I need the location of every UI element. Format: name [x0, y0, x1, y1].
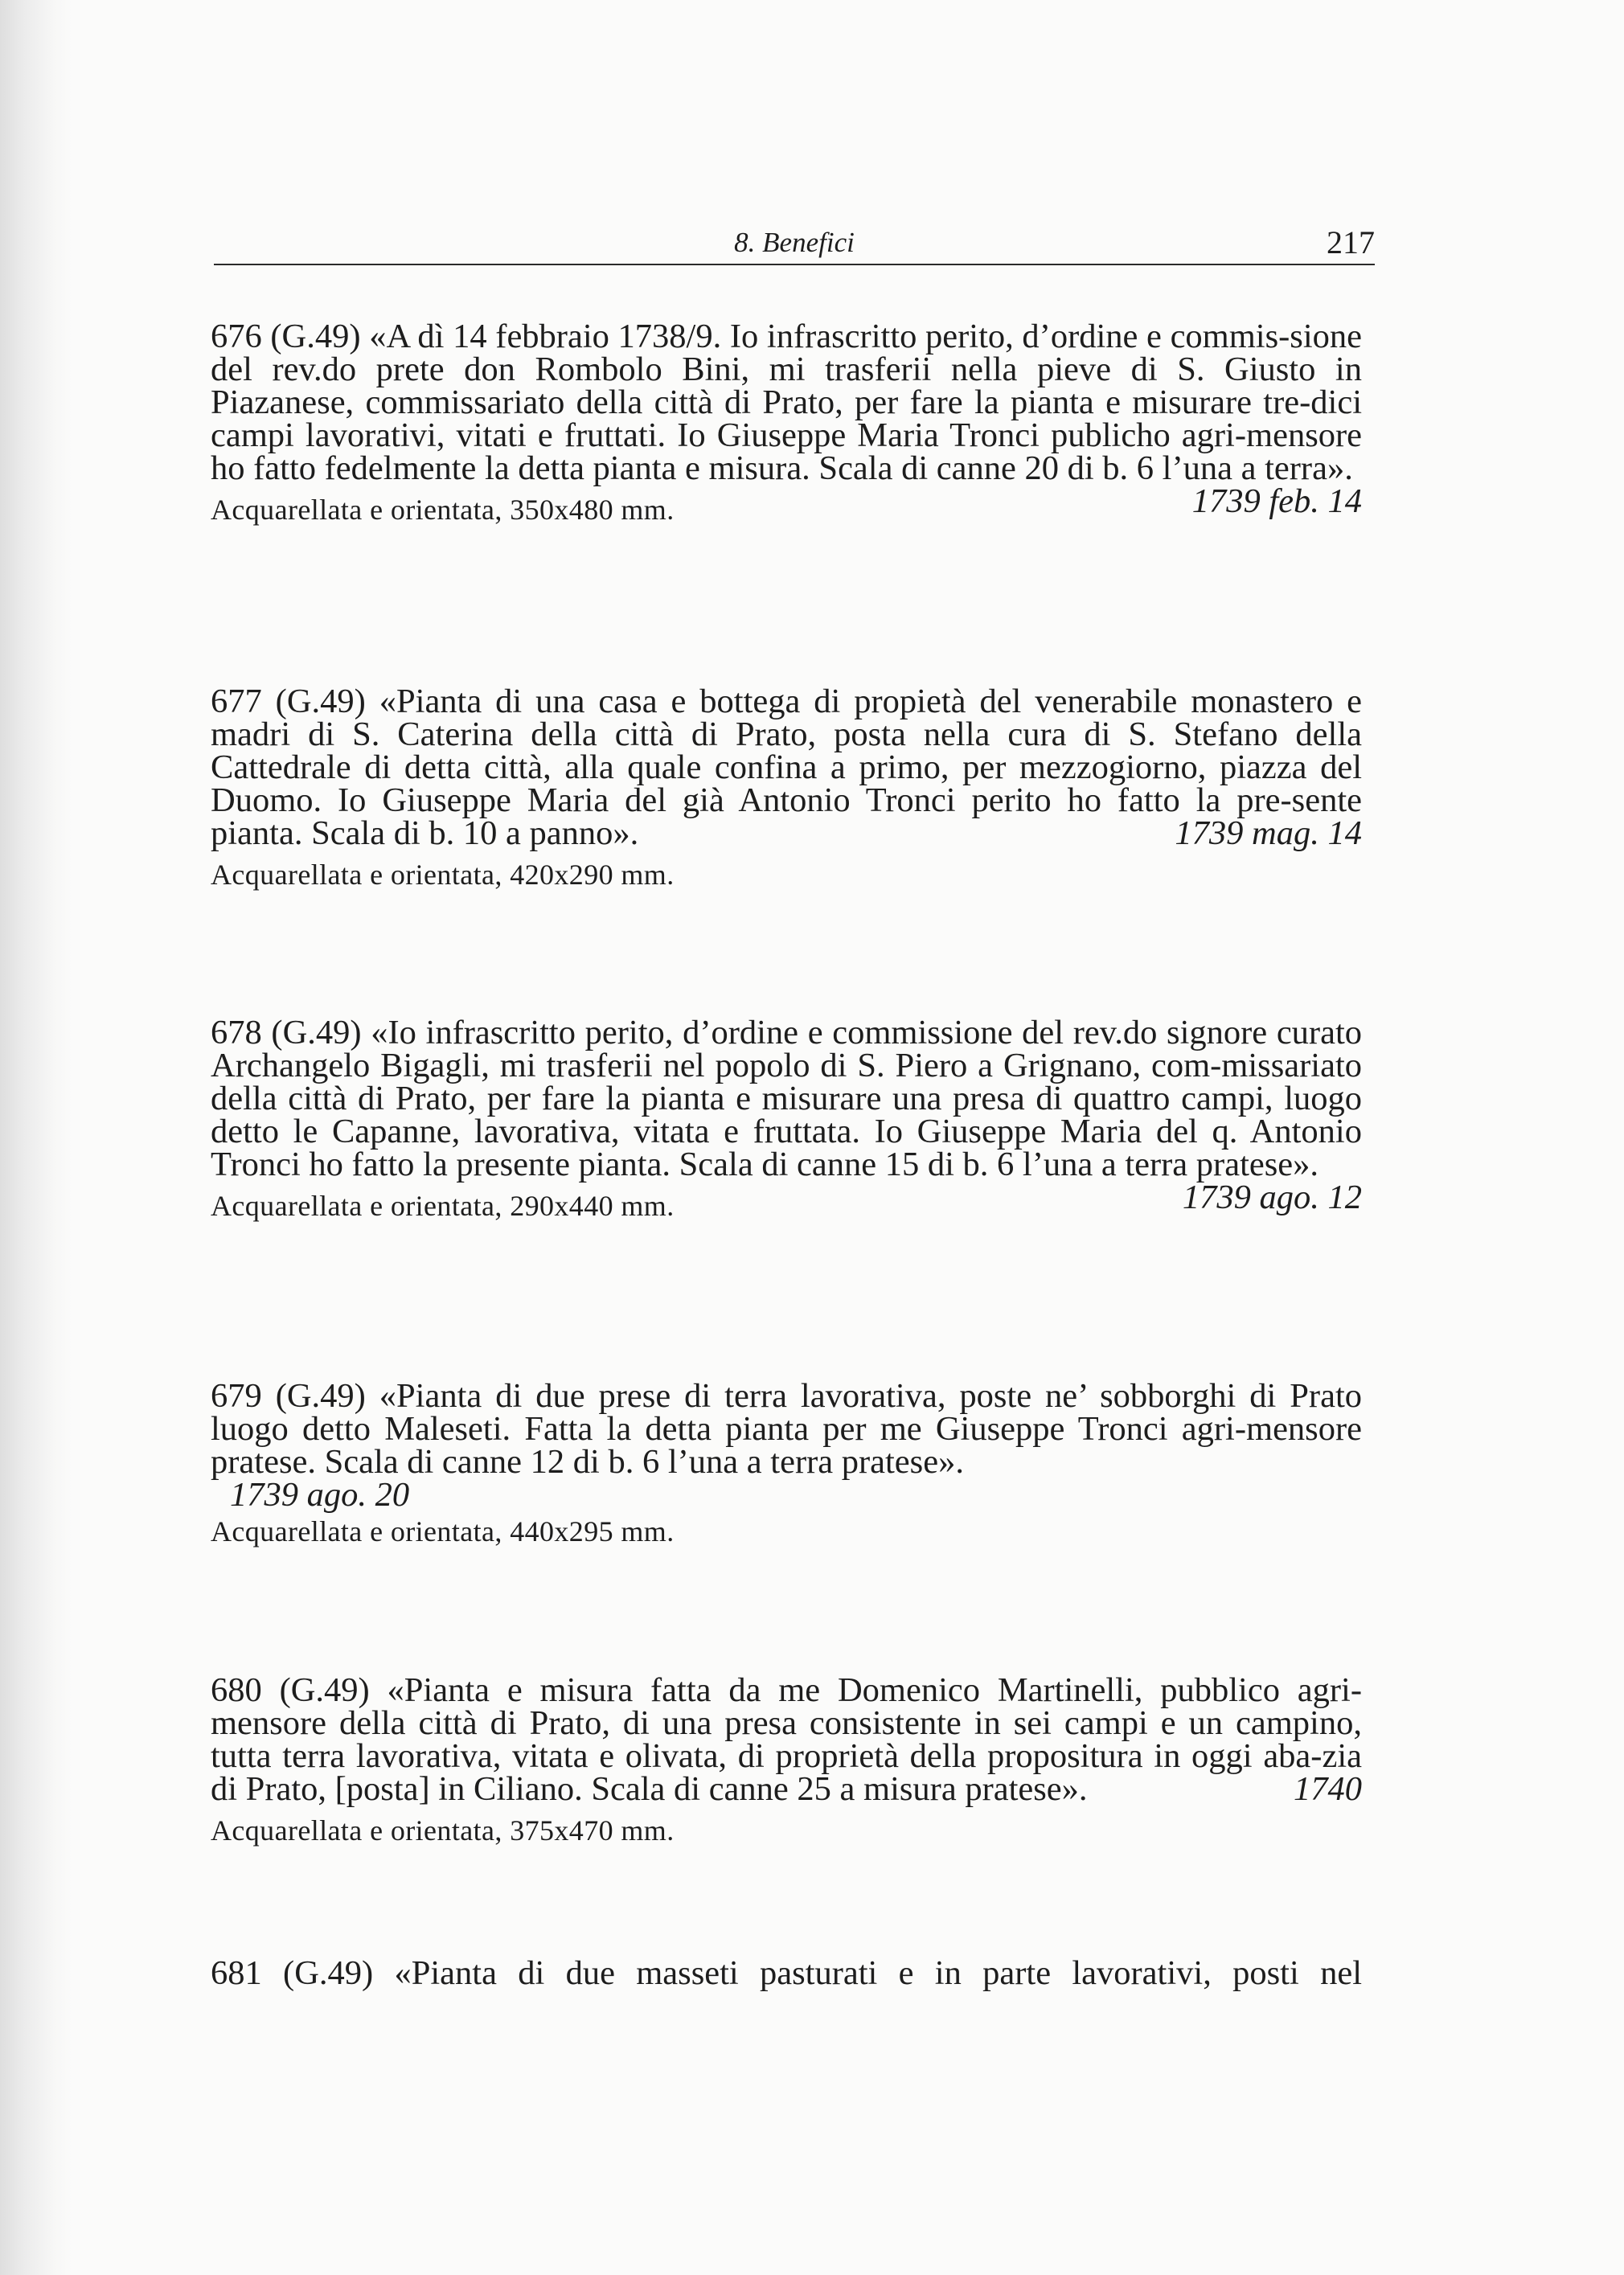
entry-date: 1739 ago. 20 — [230, 1476, 410, 1514]
catalog-entry-681 — [211, 1954, 1363, 1992]
entry-description: Acquarellata e orientata, 350x480 mm. — [211, 494, 675, 526]
entry-body: «Pianta di due masseti pasturati e in parte lavorativi, posti nel — [394, 1954, 1363, 1992]
entry-body: «Io infrascritto perito, d’ordine e commissione del rev.do signore curato Archangelo Bigagli, mi trasferii nel popolo di S. Piero a Grignano, com-missariato della città di Prato, per fare la pianta e misurare una presa di quattro campi, luogo detto le Capanne, lavorativa, vitata e fruttata. Io Giuseppe Maria del q. Antonio Tronci ho fatto la presente pianta. Scala di canne 15 di b. 6 l’una a terra pratese». — [211, 1014, 1363, 1183]
entry-number: 681 (G.49) — [211, 1954, 374, 1992]
entry-number: 679 (G.49) — [211, 1377, 366, 1415]
entry-text — [211, 1377, 1363, 1514]
entry-body: «A dì 14 febbraio 1738/9. Io infrascritto perito, d’ordine e commis-sione del rev.do prete don Rombolo Bini, mi trasferii nella pieve di S. Giusto in Piazanese, commissariato della città di Prato, per fare la pianta e misurare tre-dici campi lavorativi, vitati e fruttati. Io Giuseppe Maria Tronci publicho agri-mensore ho fatto fedelmente la detta pianta e misura. Scala di canne 20 di b. 6 l’una a terra». — [211, 318, 1363, 487]
entry-body: «Pianta di una casa e bottega di propietà del venerabile monastero e madri di S. Caterina della città di Prato, posta nella cura di S. Stefano della Cattedrale di detta città, alla quale confina a primo, per mezzogiorno, piazza del Duomo. Io Giuseppe Maria del già Antonio Tronci perito ho fatto la pre-sente pianta. Scala di b. 10 a panno». — [211, 682, 1363, 852]
entry-date: 1740 — [1294, 1770, 1362, 1808]
entry-number: 680 (G.49) — [211, 1671, 370, 1709]
entry-description: Acquarellata e orientata, 440x295 mm. — [211, 1515, 675, 1547]
entry-body: «Pianta e misura fatta da me Domenico Martinelli, pubblico agri-mensore della città di Prato, di una presa consistente in sei campi e un campino, tutta terra lavorativa, vitata e olivata, di proprietà della propositura in oggi aba-zia di Prato, [posta] in Ciliano. Scala di canne 25 a misura pratese». — [211, 1671, 1363, 1808]
catalog-entry-680 — [211, 1671, 1363, 1847]
catalog-entry-678 — [211, 1016, 1362, 1223]
catalog-entry-676 — [211, 320, 1362, 527]
entry-description: Acquarellata e orientata, 420x290 mm. — [211, 859, 675, 891]
entry-text — [211, 1954, 1363, 1992]
entry-number: 676 (G.49) — [211, 318, 361, 355]
entry-date: 1739 feb. 14 — [1191, 482, 1362, 520]
entry-description: Acquarellata e orientata, 290x440 mm. — [211, 1190, 675, 1222]
entry-number: 678 (G.49) — [211, 1014, 362, 1051]
entry-number: 677 (G.49) — [211, 682, 366, 720]
header-title: 8. Benefici — [734, 227, 855, 258]
running-header — [214, 219, 1375, 265]
entry-text — [211, 682, 1363, 852]
entry-date: 1739 ago. 12 — [1182, 1178, 1362, 1216]
page-gutter-shadow — [0, 0, 72, 2275]
entry-body: «Pianta di due prese di terra lavorativa, poste ne’ sobborghi di Prato luogo detto Maleseti. Fatta la detta pianta per me Giuseppe Tronci agri-mensore pratese. Scala di canne 12 di b. 6 l’una a terra pratese». — [211, 1377, 1363, 1481]
entry-text — [211, 1671, 1363, 1808]
entry-date: 1739 mag. 14 — [1175, 814, 1362, 852]
page-number: 217 — [1327, 224, 1375, 260]
catalog-entry-677 — [211, 682, 1363, 892]
catalog-entry-679 — [211, 1379, 1362, 1548]
entry-description: Acquarellata e orientata, 375x470 mm. — [211, 1814, 675, 1847]
